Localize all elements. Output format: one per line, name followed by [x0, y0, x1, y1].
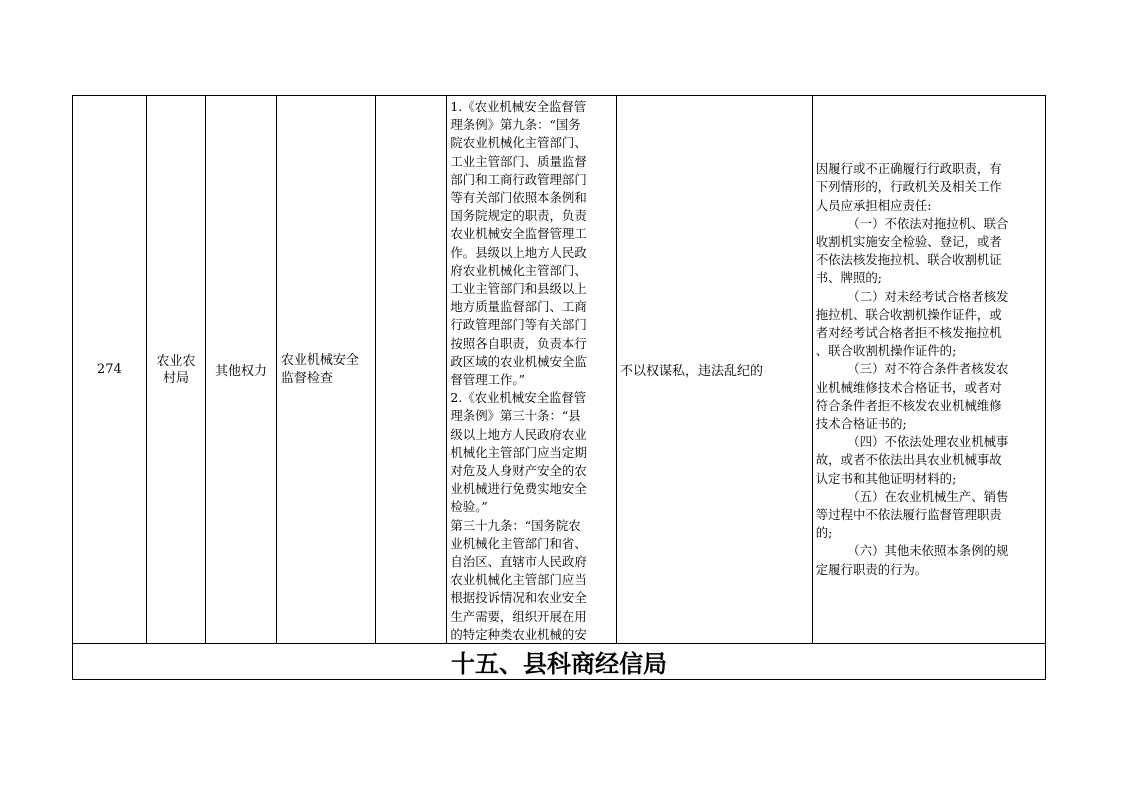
- risk-point-cell: 不以权谋私，违法乱纪的: [616, 96, 812, 644]
- legal-basis-text: 1.《农业机械安全监督管 理条例》第九条：“国务 院农业机械化主管部门、 工业主管部门、质量监督 部门和工商行政管理部门 等有关部门依照本条例和 国务院规定的职责，负责 农业机械安全监督管理工 作。县级以上地方人民政 府农业机械化主管部门、 工业主管部门和县级以上 地方质量监督部门、工商 行政管理部门等有关部门 按照各自职责，负责本行 政区域的农业机械安全监 督管理工作。” 2.《农业机械安全监督管 理条例》第三十条：“县 级以上地方人民政府农业 机械化主管部门应当定期 对危及人身财产安全的农 业机械进行免费实地安全 检验。” 第三十九条：“国务院农 业机械化主管部门和省、 自治区、直辖市人民政府 农业机械化主管部门应当 根据投诉情况和农业安全 生产需要，组织开展在用 的特定种类农业机械的安: [450, 99, 587, 642]
- item-name-cell: 农业机械安全监督检查: [276, 96, 375, 644]
- table-row: [73, 96, 1046, 644]
- sub-item-cell: [375, 96, 447, 644]
- item-number-cell: 274: [73, 96, 147, 644]
- power-type-cell: 其他权力: [206, 96, 277, 644]
- legal-basis-cell: [447, 96, 617, 644]
- power-list-table: [72, 95, 1046, 680]
- responsibility-text: 因履行或不正确履行行政职责，有 下列情形的，行政机关及相关工作 人员应承担相应责任: （一）不依法对拖拉机、联合 收割机实施安全检验、登记，或者 不依法核发拖拉机、联合收割机证 书、牌照的; （二）对未经考试合格者核发 拖拉机、联合收割机操作证件，或 者对经考试合格者拒不核发拖拉机 、联合收割机操作证件的; （三）对不符合条件者核发农 业机械维修技术合格证书，或者对 符合条件者拒不核发农业机械维修 技术合格证书的; （四）不依法处理农业机械事 故，或者不依法出具农业机械事故 认定书和其他证明材料的; （五）在农业机械生产、销售 等过程中不依法履行监督管理职责 的; （六）其他未依照本条例的规 定履行职责的行为。: [815, 161, 1009, 577]
- department-cell: 农业农村局: [146, 96, 206, 644]
- responsibility-cell: [812, 96, 1045, 644]
- section-title: 十五、县科商经信局: [73, 644, 1046, 680]
- section-header-row: [73, 644, 1046, 680]
